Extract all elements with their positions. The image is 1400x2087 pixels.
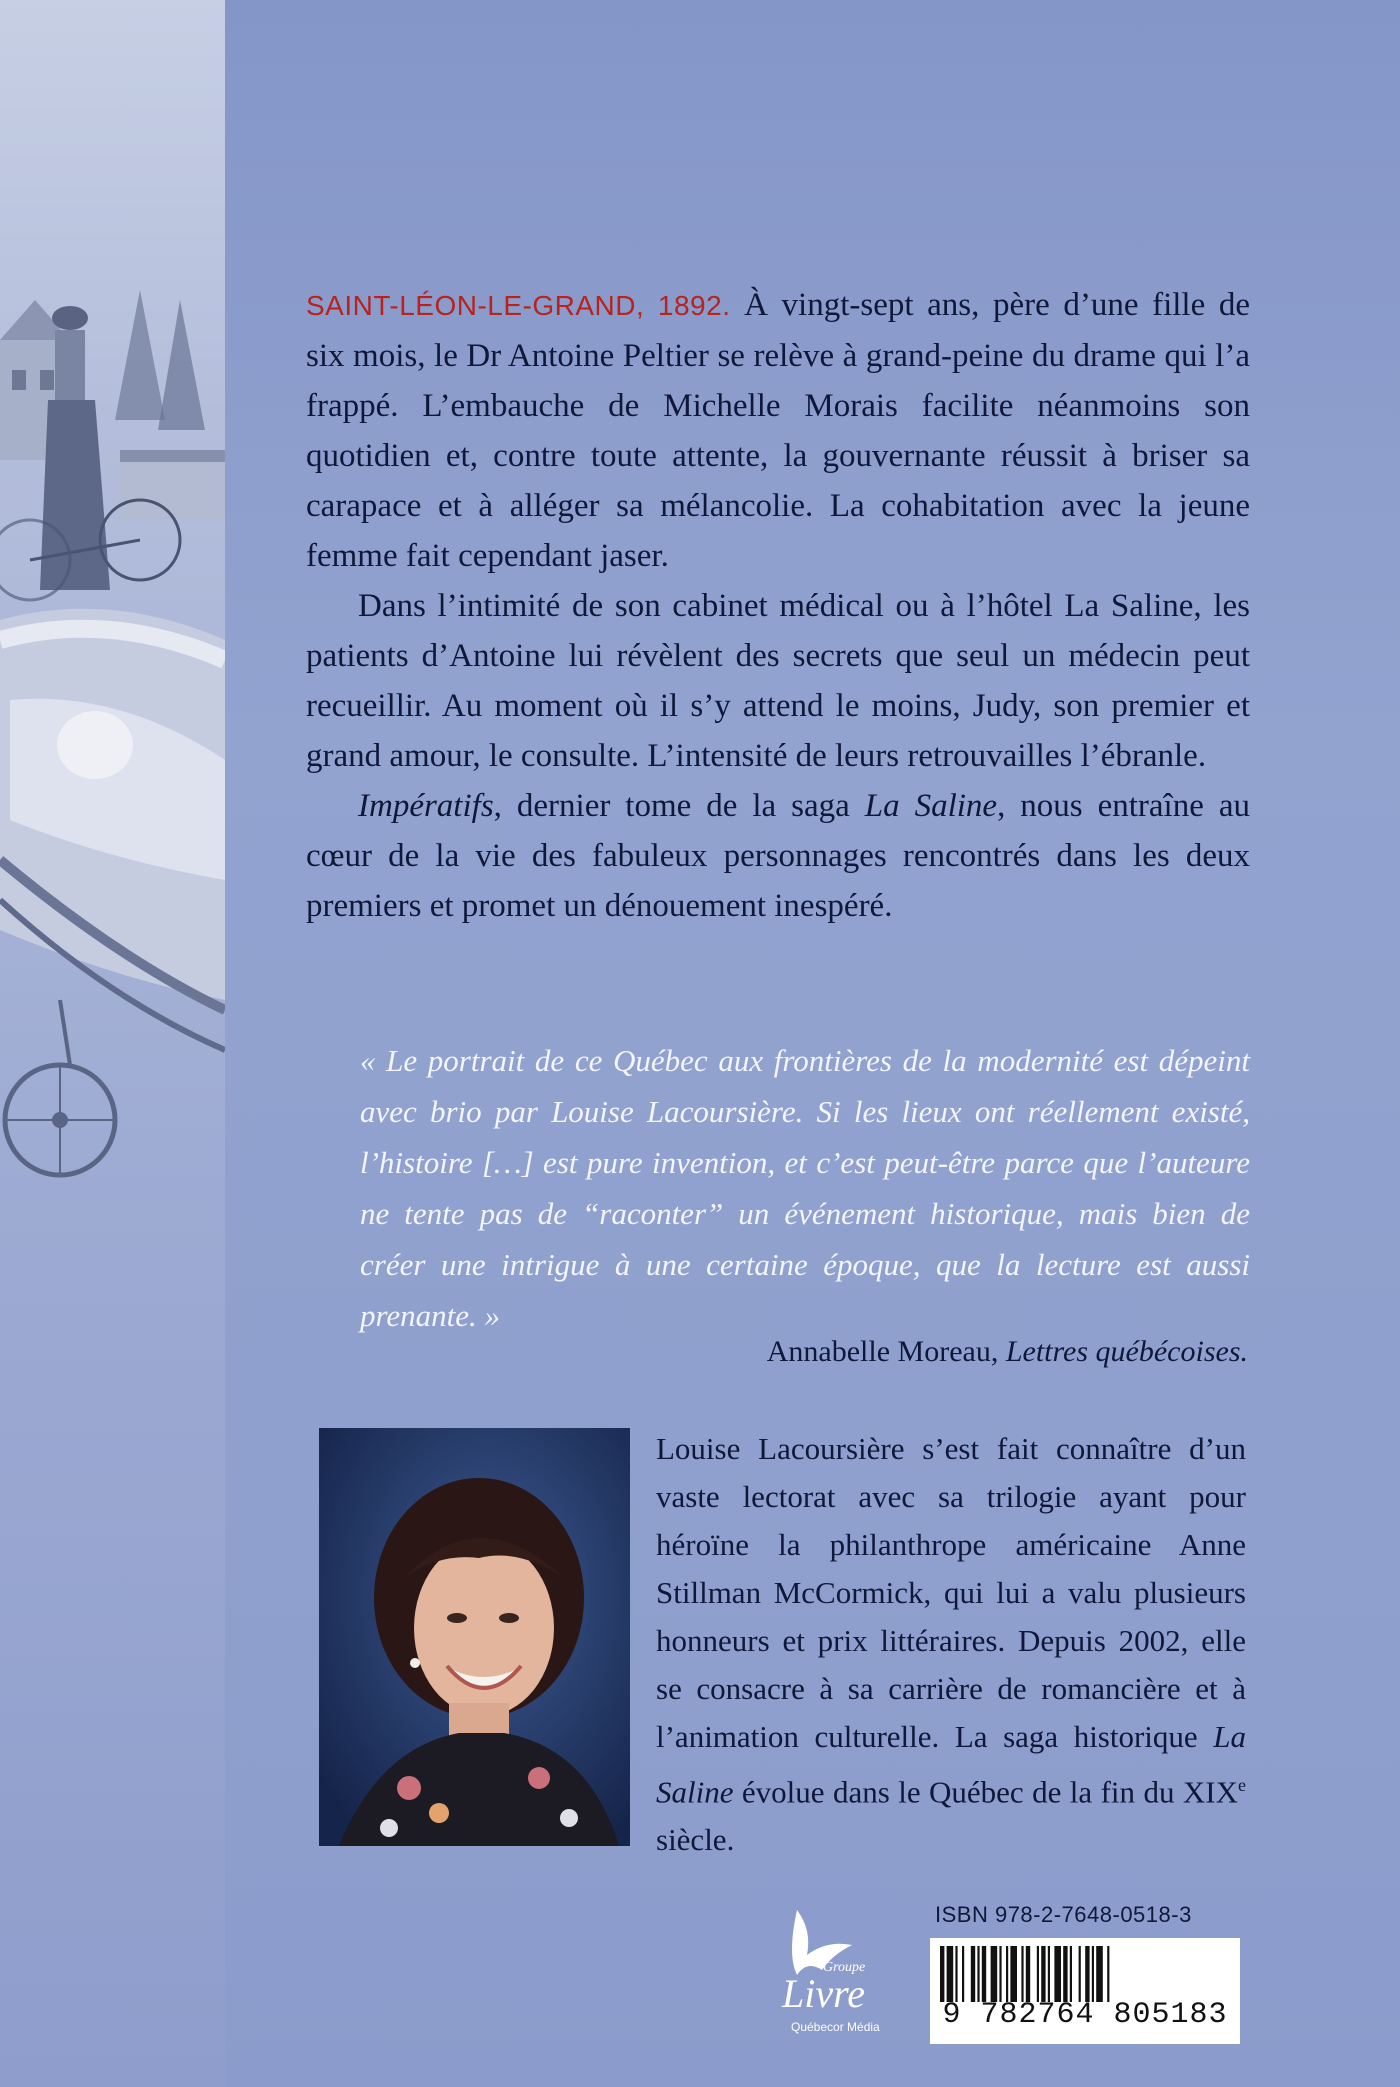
barcode-bar <box>1054 1946 1061 2002</box>
barcode-bar <box>1048 1946 1050 2002</box>
barcode-bar <box>1026 1946 1030 2002</box>
bio-century-sup: e <box>1238 1775 1246 1795</box>
quote-source: Lettres québécoises. <box>1005 1335 1248 1368</box>
place-date-lead: SAINT-LÉON-LE-GRAND, 1892. <box>306 290 731 321</box>
barcode-bar <box>1037 1946 1039 2002</box>
publisher-quebecor: Québecor Média <box>791 2020 880 2034</box>
barcode-bars <box>940 1946 1230 2002</box>
review-quote <box>360 1035 1250 1341</box>
bio-text-end: évolue dans le Québec de la fin du <box>733 1774 1183 1810</box>
publisher-livre: Livre <box>782 1971 865 2016</box>
barcode-bar <box>1079 1946 1081 2002</box>
publisher-logo <box>757 1900 895 2060</box>
barcode-bar <box>1010 1946 1017 2002</box>
publisher-groupe: Groupe <box>823 1960 866 1975</box>
synopsis <box>306 280 1250 931</box>
synopsis-text-3a: , dernier tome de la saga <box>493 788 865 824</box>
barcode-bar <box>999 1946 1001 2002</box>
synopsis-paragraph-2: Dans l’intimité de son cabinet médical ou à l’hôtel La Saline, les patients d’Antoine lui révèlent des secrets que seul un médecin peut recueillir. Au moment où il s’y attend le moins, Judy, son premier et grand amour, le consulte. L’intensité de leurs retrouvailles l’ébranle. <box>306 588 1250 774</box>
isbn-block <box>930 1900 1240 2050</box>
barcode-bar <box>1070 1946 1072 2002</box>
bio-paragraph <box>656 1425 1246 1864</box>
author-photo <box>319 1428 630 1846</box>
barcode-bar <box>1096 1946 1103 2002</box>
vintage-illustration <box>0 0 225 2087</box>
bio-text: Louise Lacoursière s’est fait connaître d’un vaste lectorat avec sa trilogie ayant pour héroïne la philanthrope américaine Anne Stillman McCormick, qui lui a valu plusieurs honneurs et prix littéraires. Depuis 2002, elle se consacre à sa carrière de romancière et à l’animation culturelle. La saga historique <box>656 1431 1246 1754</box>
barcode-bar <box>1021 1946 1023 2002</box>
barcode-bar <box>982 1946 986 2002</box>
barcode-bar <box>1063 1946 1067 2002</box>
barcode-bar <box>955 1946 957 2002</box>
book-title: Impératifs <box>358 788 494 824</box>
barcode-bar <box>1085 1946 1089 2002</box>
synopsis-text-1: À vingt-sept ans, père d’une fille de six mois, le Dr Antoine Peltier se relève à grand-peine du drame qui l’a frappé. L’embauche de Michelle Morais facilite néanmoins son quotidien et, contre toute attente, la gouvernante réussit à briser sa carapace et à alléger sa mélancolie. La cohabitation avec la jeune femme fait cependant jaser. <box>306 287 1250 574</box>
barcode-bar <box>1107 1946 1109 2002</box>
barcode-bar <box>940 1946 944 2002</box>
synopsis-text-3b: , nous entraîne au cœur de la vie des fabuleux personnages rencontrés dans les deux premiers et promet un dénouement inespéré. <box>306 788 1250 924</box>
barcode-bar <box>962 1946 964 2002</box>
synopsis-paragraph-3 <box>306 781 1250 931</box>
author-portrait <box>319 1428 630 1846</box>
bio-text-tail: siècle. <box>656 1822 735 1858</box>
barcode-bar <box>1041 1946 1045 2002</box>
quote-author: Annabelle Moreau, <box>766 1335 1006 1368</box>
bio-saga-title: La Saline <box>656 1719 1246 1810</box>
barcode-bar <box>947 1946 954 2002</box>
barcode-bar <box>977 1946 979 2002</box>
barcode <box>930 1938 1240 2044</box>
quote-attribution <box>767 1335 1248 1369</box>
bio-century: XIX <box>1182 1774 1238 1810</box>
barcode-bar <box>1006 1946 1008 2002</box>
barcode-bar <box>991 1946 998 2002</box>
barcode-digits: 9 782764 805183 <box>942 1998 1228 2032</box>
vintage-photo-strip <box>0 0 225 2087</box>
barcode-bar <box>1092 1946 1094 2002</box>
saga-title: La Saline <box>864 788 998 824</box>
isbn-label: ISBN 978-2-7648-0518-3 <box>935 1902 1192 1927</box>
synopsis-paragraph-1 <box>306 280 1250 581</box>
quote-text: « Le portrait de ce Québec aux frontières de la modernité est dépeint avec brio par Louise Lacoursière. Si les lieux ont réellement existé, l’histoire […] est pure invention, et c’est peut-être parce que l’auteure ne tente pas de “raconter” un événement historique, mais bien de créer une intrigue à une certaine époque, que la lecture est aussi prenante. » <box>360 1043 1250 1333</box>
barcode-bar <box>971 1946 975 2002</box>
author-bio <box>656 1425 1246 1864</box>
